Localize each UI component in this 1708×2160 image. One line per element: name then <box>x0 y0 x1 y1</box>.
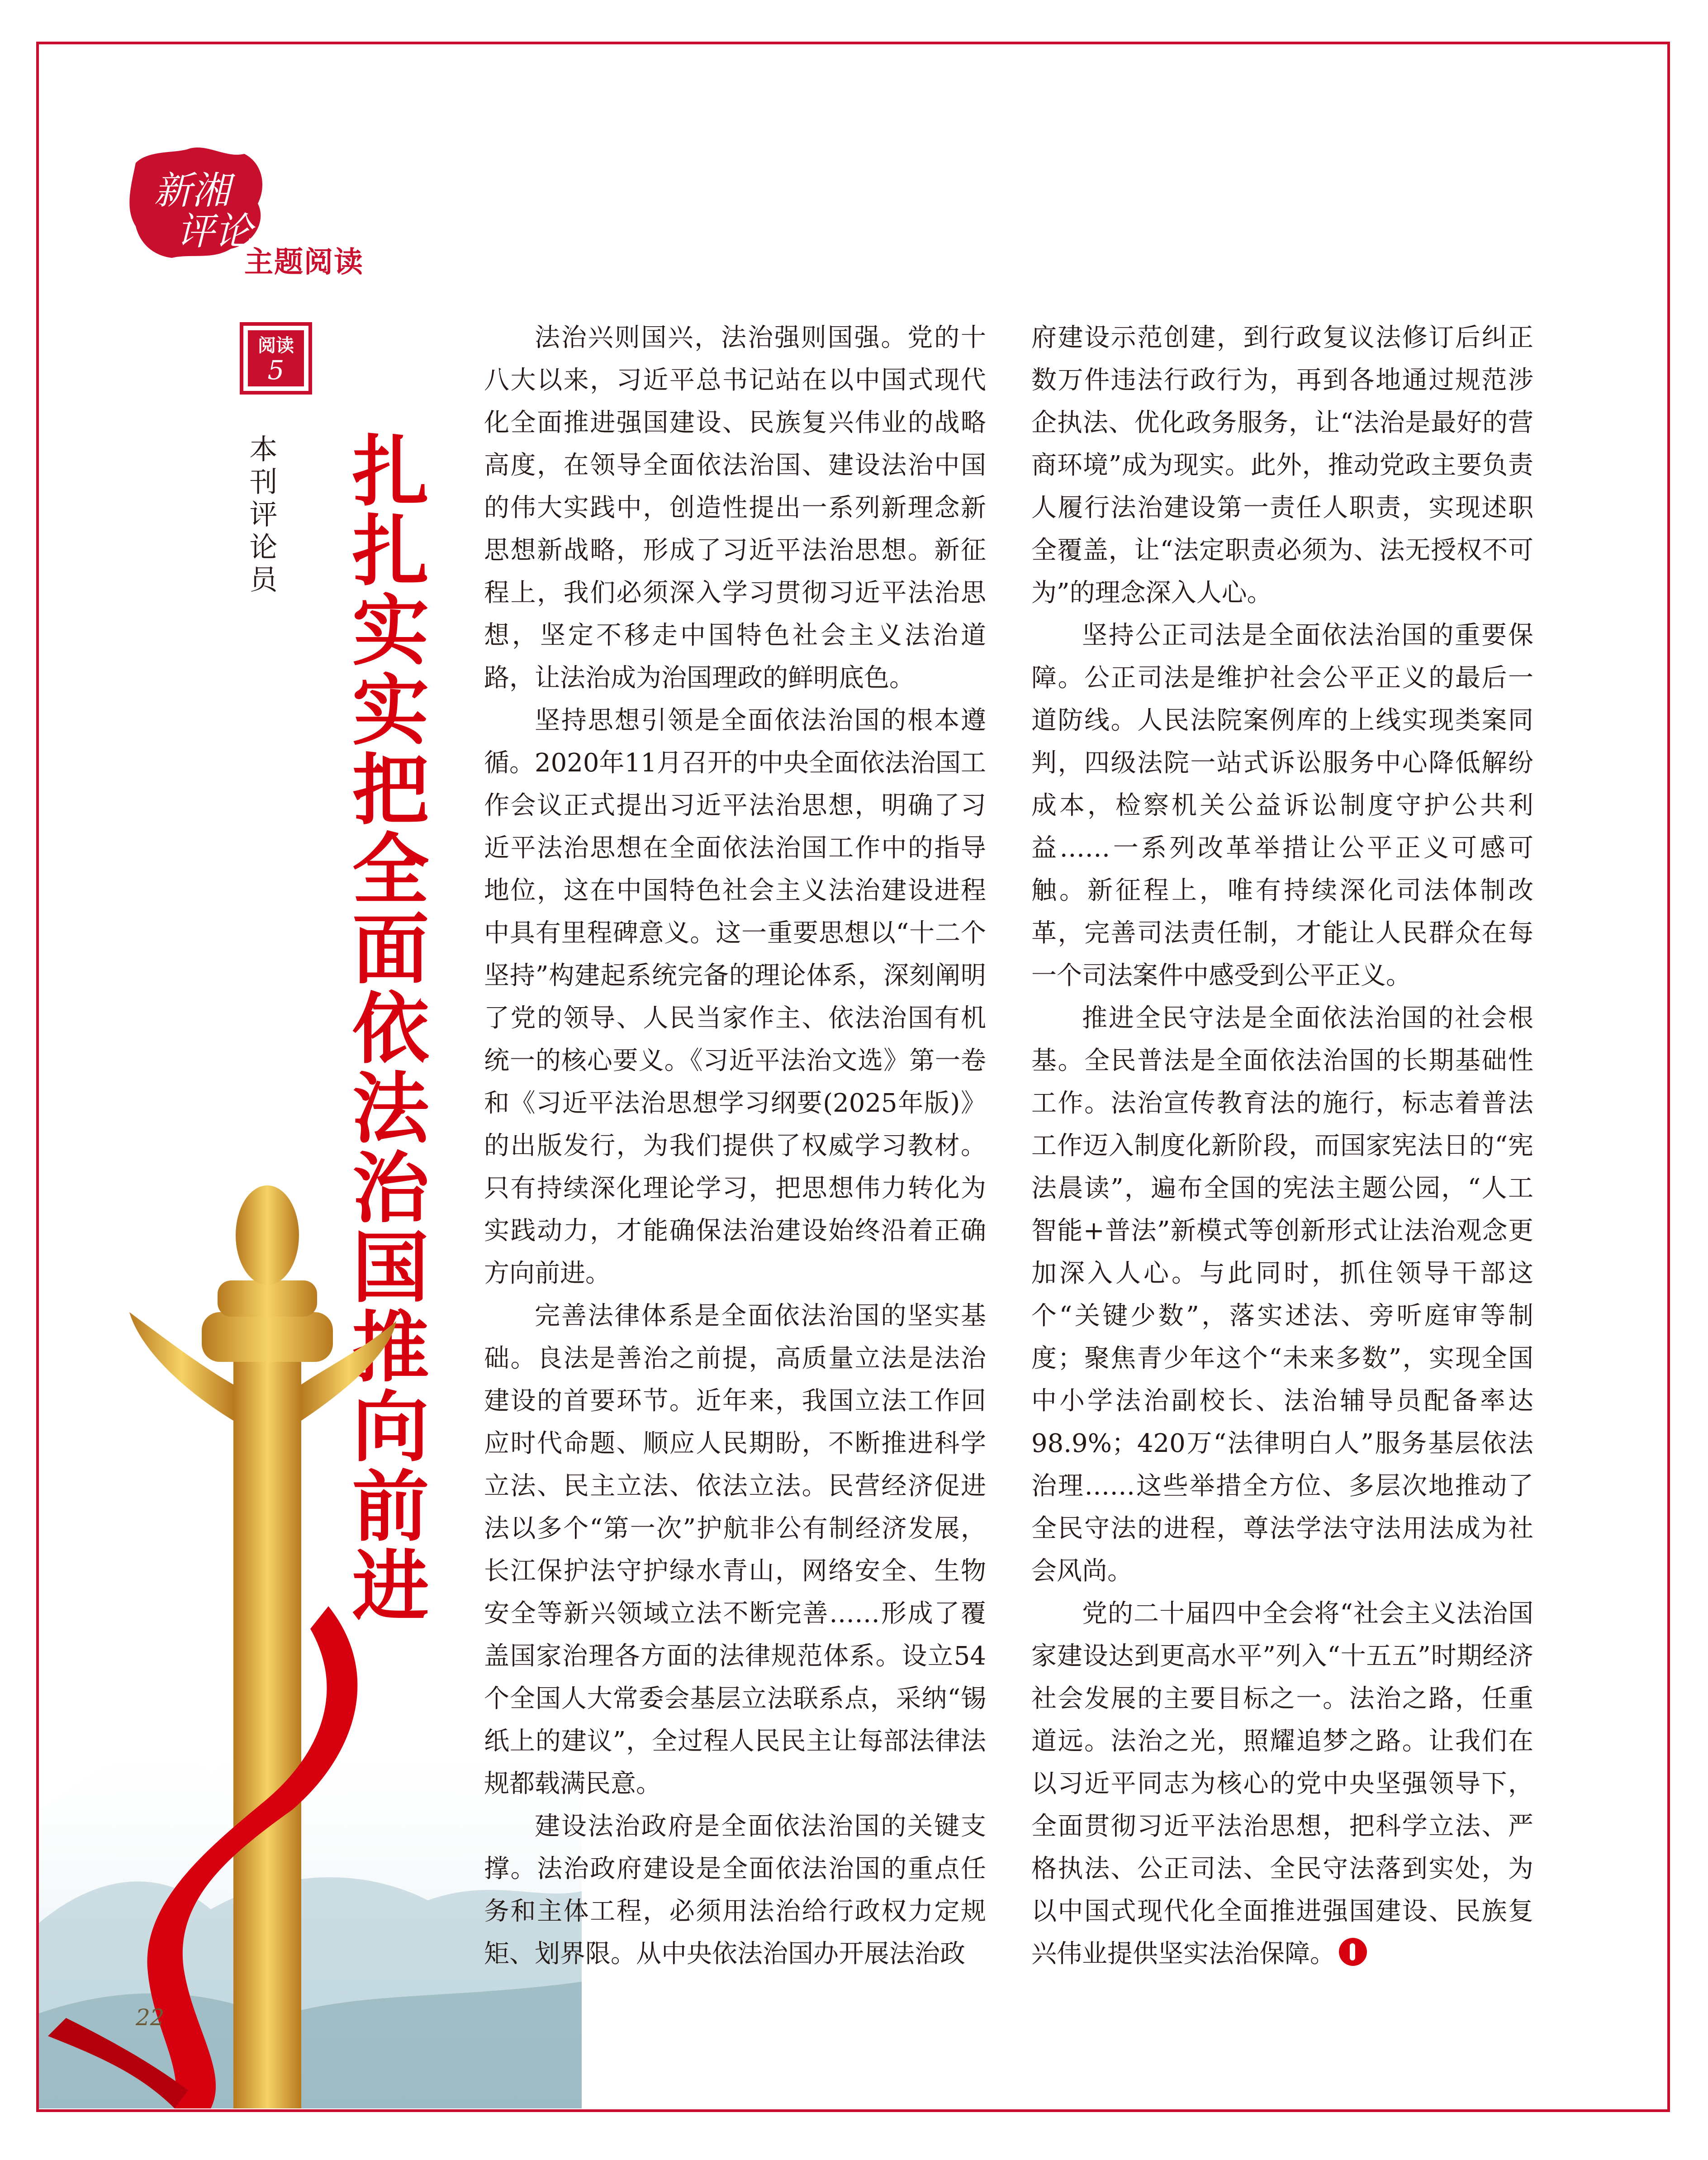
badge-label: 阅读 <box>258 335 294 356</box>
paragraph: 坚持公正司法是全面依法治国的重要保障。公正司法是维护社会公平正义的最后一道防线。人民法院案例库的上线实现类案同判，四级法院一站式诉讼服务中心降低解纷成本，检察机关公益诉讼制度守护公共利益……一系列改革举措让公平正义可感可触。新征程上，唯有持续深化司法体制改革，完善司法责任制，才能让人民群众在每一个司法案件中感受到公平正义。 <box>1031 621 1533 990</box>
end-mark-icon <box>1339 1938 1367 1966</box>
paragraph: 完善法律体系是全面依法治国的坚实基础。良法是善治之前提，高质量立法是法治建设的首要环节。近年来，我国立法工作回应时代命题、顺应人民期盼，不断推进科学立法、民主立法、依法立法。民营经济促进法以多个“第一次”护航非公有制经济发展，长江保护法守护绿水青山，网络安全、生物安全等新兴领域立法不断完善……形成了覆盖国家治理各方面的法律规范体系。设立54个全国人大常委会基层立法联系点，采纳“锡纸上的建议”，全过程人民民主让每部法律法规都载满民意。 <box>484 1301 986 1798</box>
text-column-right <box>1031 317 1533 1975</box>
badge-number: 5 <box>267 355 285 385</box>
byline: 本刊评论员 <box>245 434 278 597</box>
paragraph: 建设法治政府是全面依法治国的关键支撑。法治政府建设是全面依法治国的重点任务和主体工程，必须用法治给行政权力定规矩、划界限。从中央依法治国办开展法治政 <box>484 1812 986 1969</box>
page-number: 22 <box>136 2004 165 2031</box>
text-column-left <box>484 317 986 1975</box>
paragraph: 推进全民守法是全面依法治国的社会根基。全民普法是全面依法治国的长期基础性工作。法治宣传教育法的施行，标志着普法工作迈入制度化新阶段，而国家宪法日的“宪法晨读”，遍布全国的宪法主题公园，“人工智能+普法”新模式等创新形式让法治观念更加深入人心。与此同时，抓住领导干部这个“关键少数”，落实述法、旁听庭审等制度；聚焦青少年这个“未来多数”，实现全国中小学法治副校长、法治辅导员配备率达98.9%；420万“法律明白人”服务基层依法治理……这些举措全方位、多层次地推动了全民守法的进程，尊法学法守法用法成为社会风尚。 <box>1031 1004 1533 1586</box>
paragraph: 法治兴则国兴，法治强则国强。党的十八大以来，习近平总书记站在以中国式现代化全面推进强国建设、民族复兴伟业的战略高度，在领导全面依法治国、建设法治中国的伟大实践中，创造性提出一系列新理念新思想新战略，形成了习近平法治思想。新征程上，我们必须深入学习贯彻习近平法治思想，坚定不移走中国特色社会主义法治道路，让法治成为治国理政的鲜明底色。 <box>484 323 986 693</box>
svg-text:评论: 评论 <box>176 209 253 253</box>
article-title: 扎扎实实把全面依法治国推向前进 <box>339 431 428 1625</box>
paragraph-final <box>1031 1593 1533 1975</box>
paragraph: 坚持思想引领是全面依法治国的根本遵循。2020年11月召开的中央全面依法治国工作会议正式提出习近平法治思想，明确了习近平法治思想在全面依法治国工作中的指导地位，这在中国特色社会主义法治建设进程中具有里程碑意义。这一重要思想以“十二个坚持”构建起系统完备的理论体系，深刻阐明了党的领导、人民当家作主、依法治国有机统一的核心要义。《习近平法治文选》第一卷和《习近平法治思想学习纲要(2025年版)》的出版发行，为我们提供了权威学习教材。只有持续深化理论学习，把思想伟力转化为实践动力，才能确保法治建设始终沿着正确方向前进。 <box>484 706 986 1288</box>
final-text: 党的二十届四中全会将“社会主义法治国家建设达到更高水平”列入“十五五”时期经济社会发展的主要目标之一。法治之路，任重道远。法治之光，照耀追梦之路。让我们在以习近平同志为核心的党中央坚强领导下，全面贯彻习近平法治思想，把科学立法、严格执法、公正司法、全民守法落到实处，为以中国式现代化全面推进强国建设、民族复兴伟业提供坚实法治保障。 <box>1031 1599 1533 1969</box>
svg-text:新湘: 新湘 <box>154 168 230 213</box>
reading-badge <box>240 322 312 395</box>
section-label: 主题阅读 <box>244 246 364 279</box>
paragraph-continued: 府建设示范创建，到行政复议法修订后纠正数万件违法行政行为，再到各地通过规范涉企执法、优化政务服务，让“法治是最好的营商环境”成为现实。此外，推动党政主要负责人履行法治建设第一责任人职责，实现述职全覆盖，让“法定职责必须为、法无授权不可为”的理念深入人心。 <box>1031 323 1533 608</box>
